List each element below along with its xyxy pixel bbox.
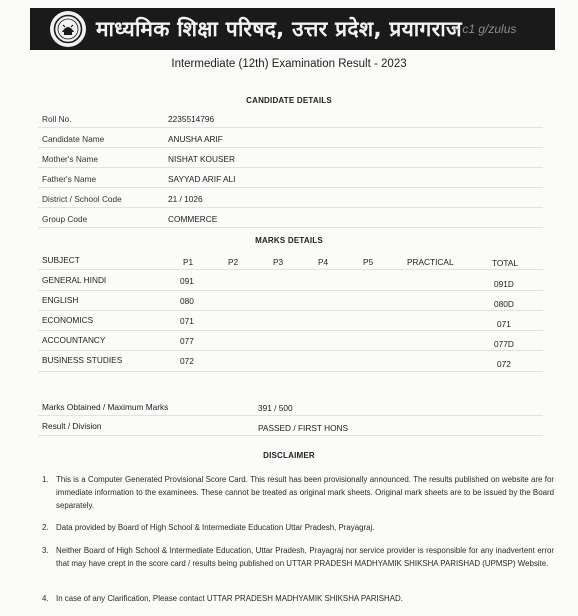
disclaimer-item-text: Neither Board of High School & Intermediate Education, Uttar Pradesh, Prayagraj nor service provider is responsible for any inadvertent error that may have crept in the score card / results being published on UTTAR PRADESH MADHYAMIK SHIKSHA PARISHAD (UPMSP) Website. bbox=[56, 546, 554, 568]
divider bbox=[38, 167, 543, 168]
father-name-value: SAYYAD ARIF ALI bbox=[168, 174, 236, 184]
column-header-practical: PRACTICAL bbox=[407, 257, 454, 267]
column-header-subject: SUBJECT bbox=[42, 255, 80, 265]
divider bbox=[38, 147, 543, 148]
group-code-label: Group Code bbox=[42, 214, 88, 224]
disclaimer-heading: DISCLAIMER bbox=[263, 451, 315, 460]
father-name-label: Father's Name bbox=[42, 174, 97, 184]
divider bbox=[38, 227, 543, 228]
result-division-label: Result / Division bbox=[42, 421, 102, 431]
table-row-p1: 072 bbox=[180, 356, 194, 366]
table-row-p1: 080 bbox=[180, 296, 194, 306]
board-name-title: माध्यमिक शिक्षा परिषद, उत्तर प्रदेश, प्रयागराज bbox=[96, 17, 462, 41]
district-school-code-value: 21 / 1026 bbox=[168, 194, 203, 204]
margin-scribble: + c1 g/zulus bbox=[452, 22, 517, 36]
divider bbox=[38, 415, 543, 416]
table-row-subject: ECONOMICS bbox=[42, 315, 94, 325]
divider bbox=[38, 127, 543, 128]
divider bbox=[38, 290, 543, 291]
table-row-subject: BUSINESS STUDIES bbox=[42, 355, 123, 365]
disclaimer-item-number: 3. bbox=[42, 546, 49, 555]
divider bbox=[38, 330, 543, 331]
candidate-name-label: Candidate Name bbox=[42, 134, 105, 144]
disclaimer-item bbox=[42, 473, 554, 512]
column-header-p4: P4 bbox=[318, 257, 329, 267]
divider bbox=[38, 371, 543, 372]
divider bbox=[38, 207, 543, 208]
column-header-p3: P3 bbox=[273, 257, 284, 267]
exam-title: Intermediate (12th) Examination Result - 2023 bbox=[171, 58, 407, 70]
marks-details-heading: MARKS DETAILS bbox=[255, 236, 323, 245]
group-code-value: COMMERCE bbox=[168, 214, 218, 224]
divider bbox=[38, 435, 543, 436]
candidate-name-value: ANUSHA ARIF bbox=[168, 134, 223, 144]
table-row-subject: ACCOUNTANCY bbox=[42, 335, 106, 345]
roll-no-value: 2235514796 bbox=[168, 114, 215, 124]
column-header-p2: P2 bbox=[228, 257, 239, 267]
mother-name-value: NISHAT KOUSER bbox=[168, 154, 236, 164]
mother-name-label: Mother's Name bbox=[42, 154, 98, 164]
disclaimer-item-text: This is a Computer Generated Provisional Score Card. This result has been provisionally announced. The results published on website are for immediate information to the examinees. These cannot be treated as original mark sheets. Original mark sheets are to be issued by the Board separately. bbox=[56, 475, 554, 510]
divider bbox=[38, 350, 543, 351]
roll-no-label: Roll No. bbox=[42, 114, 72, 124]
table-row-total: 072 bbox=[497, 359, 511, 369]
up-government-emblem-icon bbox=[50, 11, 86, 47]
table-row-total: 077D bbox=[494, 339, 514, 349]
table-row-total: 080D bbox=[494, 299, 514, 309]
table-row-total: 071 bbox=[497, 319, 511, 329]
column-header-p1: P1 bbox=[183, 257, 194, 267]
column-header-p5: P5 bbox=[363, 257, 374, 267]
table-row-total: 091D bbox=[494, 279, 514, 289]
divider bbox=[38, 187, 543, 188]
disclaimer-item-text: Data provided by Board of High School & Intermediate Education Uttar Pradesh, Prayagraj. bbox=[56, 523, 375, 532]
disclaimer-item-number: 4. bbox=[42, 594, 49, 603]
disclaimer-item-text: In case of any Clarification, Please contact UTTAR PRADESH MADHYAMIK SHIKSHA PARISHAD. bbox=[56, 594, 403, 603]
result-division-value: PASSED / FIRST HONS bbox=[258, 423, 349, 433]
district-school-code-label: District / School Code bbox=[42, 194, 122, 204]
marks-obtained-value: 391 / 500 bbox=[258, 403, 293, 413]
disclaimer-item bbox=[42, 592, 554, 605]
divider bbox=[38, 269, 543, 270]
disclaimer-item bbox=[42, 521, 554, 534]
table-row-p1: 091 bbox=[180, 276, 194, 286]
disclaimer-item bbox=[42, 544, 554, 570]
disclaimer-item-number: 2. bbox=[42, 523, 49, 532]
table-row-p1: 071 bbox=[180, 316, 194, 326]
column-header-total: TOTAL bbox=[492, 258, 518, 268]
table-row-p1: 077 bbox=[180, 336, 194, 346]
table-row-subject: ENGLISH bbox=[42, 295, 79, 305]
disclaimer-item-number: 1. bbox=[42, 475, 49, 484]
candidate-details-heading: CANDIDATE DETAILS bbox=[246, 96, 332, 105]
table-row-subject: GENERAL HINDI bbox=[42, 275, 107, 285]
divider bbox=[38, 310, 543, 311]
marks-obtained-label: Marks Obtained / Maximum Marks bbox=[42, 402, 169, 412]
